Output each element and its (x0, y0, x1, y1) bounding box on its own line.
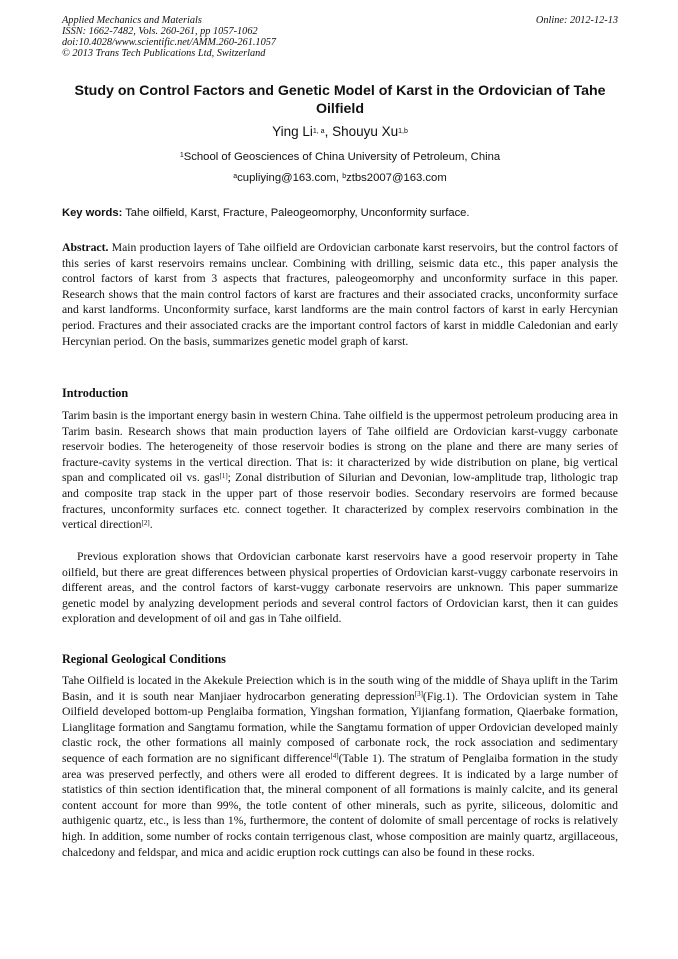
abstract (62, 240, 618, 349)
affiliation (62, 150, 618, 164)
online-date: Online: 2012-12-13 (535, 15, 618, 26)
affiliation-text: School of Geosciences of China University of Petroleum, China (183, 151, 501, 163)
paragraph-text: Tarim basin is the important energy basin in western China. Tahe oilfield is the uppermost petroleum producing area in Tarim basin. Research shows that main production layers of Tahe oilfield are Ordovician karst-vuggy carbonate reservoir bodies. The heterogeneity of those reservoir bodies is strong on the plane and there are many series of fracture-cavity systems in the vertical direction. That is: it characterized by wide distribution on plane, big vertical span and complicated oil vs. gas (62, 409, 618, 485)
journal-name: Applied Mechanics and Materials (62, 15, 202, 26)
paper-title: Study on Control Factors and Genetic Model of Karst in the Ordovician of Tahe Oilfield (74, 83, 606, 117)
doi-line: doi:10.4028/www.scientific.net/AMM.260-261.1057 (62, 37, 277, 48)
keywords-text: Tahe oilfield, Karst, Fracture, Paleogeomorphy, Unconformity surface. (122, 207, 470, 219)
paragraph-text: (Fig.1). The Ordovician system in Tahe Oilfield developed bottom-up Penglaiba formation, Yingshan formation, Yijianfang formation, Qiaerbake formation, Lianglitage formation and Sangtamu formation, while the Sangtamu formation of upper Ordovician developed mainly clastic rock, the other formations all mainly composed of carbonate rock, the rock association and sedimentary sequence of each formation are no significant difference (62, 689, 618, 765)
email-superscript: b (342, 172, 347, 180)
journal-header (62, 15, 618, 59)
section-heading-introduction: Introduction (62, 386, 129, 400)
section-heading-regional-geology: Regional Geological Conditions (62, 652, 226, 666)
issn-line: ISSN: 1662-7482, Vols. 260-261, pp 1057-1062 (62, 26, 258, 37)
copyright-line: © 2013 Trans Tech Publications Ltd, Switzerland (62, 48, 266, 59)
regional-geology-paragraph (62, 673, 618, 860)
citation-ref: [2] (141, 518, 150, 527)
paragraph-text: . (149, 518, 153, 532)
abstract-label: Abstract. (62, 241, 109, 254)
citation-ref: [4] (330, 752, 339, 761)
email-superscript: a (233, 172, 238, 180)
citation-ref: [1] (219, 471, 228, 480)
author-superscript: 1,b (398, 127, 408, 135)
citation-ref: [3] (414, 690, 423, 699)
author-name: Shouyu Xu (332, 124, 399, 139)
email-link: cupliying@163.com, (237, 172, 343, 184)
introduction-paragraph (62, 408, 618, 533)
paragraph-text: ; Zonal distribution of Silurian and Devonian, low-amplitude trap, lithologic trap and composite trap stack in the upper part of those reservoir bodies. Secondary reservoirs are formed because fractures, unconformity surfaces etc. connect together. It characterized by complex reservoirs combination in the vertical direction (62, 471, 618, 532)
author-separator: , (324, 124, 333, 139)
author-list (62, 124, 618, 140)
paragraph-text: Tahe Oilfield is located in the Akekule Preiection which is in the south wing of the middle of Shaya uplift in the Tarim Basin, and it is south near Manjiaer hydrocarbon generating depression (62, 674, 618, 703)
keywords (62, 206, 618, 220)
paragraph-text: (Table 1). The stratum of Penglaiba formation in the study area was preserved perfectly, and others were all eroded to different degrees. It is indicated by a large number of statistics of thin section identification that, the mineral component of all formations is mainly calcite, and its general content account for more than 99%, the totle content of other minerals, such as pyrite, siliceous, dolomitic and authigenic quartz, etc., is less than 1%, furthermore, the content of dolomite of small percentage of rocks is relatively high. In addition, some number of rocks contain terrigenous clast, whose composition are mainly quartz, argillaceous, chalcedony and feldspar, and mica and acidic eruption rock cuttings can also be found in these rocks. (62, 751, 618, 859)
introduction-paragraph-2: Previous exploration shows that Ordovician carbonate karst reservoirs have a good reservoir property in Tahe oilfield, but there are great differences between physical properties of Ordovician karst-vuggy carbonate reservoirs in different areas, and the control factors of karst-vuggy carbonate reservoirs are unknown. This paper summarize genetic model by analyzing development periods and several control factors of Ordovician karst, then it can guides exploration and development of oil and gas in Tahe oilfield. (62, 550, 618, 626)
author-superscript: 1, a (312, 127, 325, 135)
email-link: ztbs2007@163.com (346, 172, 447, 184)
author-name: Ying Li (272, 124, 313, 139)
author-emails (62, 171, 618, 185)
keywords-label: Key words: (62, 207, 123, 219)
affiliation-superscript: 1 (179, 151, 184, 159)
abstract-text: Main production layers of Tahe oilfield are Ordovician carbonate karst reservoirs, but the control factors of this series of karst reservoirs remains unclear. Combining with drilling, seismic data etc., this paper analysis the control factors of karst from 3 aspects that fractures, paleogeomorphy and unconformity surface in this paper. Research shows that the main control factors of karst are fractures and their associated cracks, unconformity surface and karst landforms. Unconformity surface, karst landforms are the main control factors of karst in early Hercynian period. Fractures and their associated cracks are the important control factors of karst in middle Caledonian and early Hercynian period. On the basis, summarizes genetic model graph of karst. (62, 241, 618, 348)
